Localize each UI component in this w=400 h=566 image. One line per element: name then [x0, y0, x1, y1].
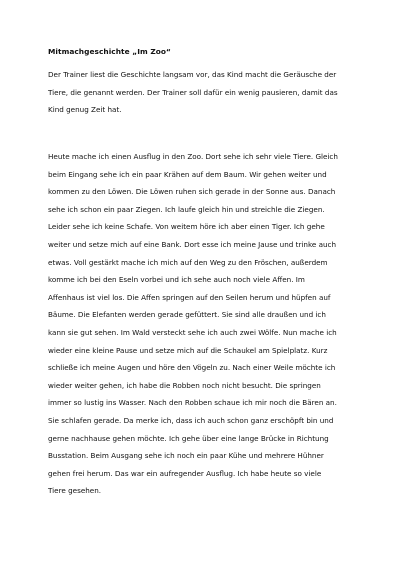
document-title: Mitmachgeschichte „Im Zoo“	[48, 47, 171, 56]
story-line: Busstation. Beim Ausgang sehe ich noch ein paar Kühe und mehrere Hühner	[48, 451, 324, 461]
story-line: Tiere gesehen.	[48, 486, 102, 496]
intro-line: Der Trainer liest die Geschichte langsam vor, das Kind macht die Geräusche der	[48, 70, 337, 79]
story-line: kann sie gut sehen. Im Wald versteckt sehe ich auch zwei Wölfe. Nun mache ich	[48, 327, 337, 337]
story-line: kommen zu den Löwen. Die Löwen ruhen sich gerade in der Sonne aus. Danach	[48, 187, 336, 197]
story-line: komme ich bei den Eseln vorbei und ich sehe auch noch viele Affen. Im	[48, 275, 305, 285]
story-paragraph	[48, 148, 360, 500]
intro-paragraph	[48, 66, 360, 119]
story-line: beim Eingang sehe ich ein paar Krähen auf dem Baum. Wir gehen weiter und	[48, 169, 327, 179]
story-line: Sie schlafen gerade. Da merke ich, dass ich auch schon ganz erschöpft bin und	[48, 415, 334, 425]
story-line: schließe ich meine Augen und höre den Vögeln zu. Nach einer Weile möchte ich	[48, 363, 336, 373]
intro-line: Tiere, die genannt werden. Der Trainer soll dafür ein wenig pausieren, damit das	[48, 87, 338, 97]
story-line: wieder weiter gehen, ich habe die Robben noch nicht besucht. Die springen	[48, 380, 321, 390]
story-line: Heute mache ich einen Ausflug in den Zoo. Dort sehe ich sehr viele Tiere. Gleich	[48, 152, 338, 161]
story-line: immer so lustig ins Wasser. Nach den Robben schaue ich mir noch die Bären an.	[48, 398, 337, 408]
story-line: etwas. Voll gestärkt mache ich mich auf den Weg zu den Fröschen, außerdem	[48, 257, 328, 267]
story-line: Bäume. Die Elefanten werden gerade gefüttert. Sie sind alle draußen und ich	[48, 310, 326, 320]
story-line: Leider sehe ich keine Schafe. Von weitem höre ich aber einen Tiger. Ich gehe	[48, 222, 325, 232]
story-line: Affenhaus ist viel los. Die Affen springen auf den Seilen herum und hüpfen auf	[48, 292, 331, 302]
story-line: gerne nachhause gehen möchte. Ich gehe über eine lange Brücke in Richtung	[48, 433, 329, 443]
story-line: sehe ich schon ein paar Ziegen. Ich laufe gleich hin und streichle die Ziegen.	[48, 204, 325, 214]
intro-line: Kind genug Zeit hat.	[48, 105, 122, 115]
story-line: gehen frei herum. Das war ein aufregender Ausflug. Ich habe heute so viele	[48, 468, 322, 478]
story-line: weiter und setze mich auf eine Bank. Dort esse ich meine Jause und trinke auch	[48, 239, 337, 249]
story-line: wieder eine kleine Pause und setze mich auf die Schaukel am Spielplatz. Kurz	[48, 345, 328, 355]
